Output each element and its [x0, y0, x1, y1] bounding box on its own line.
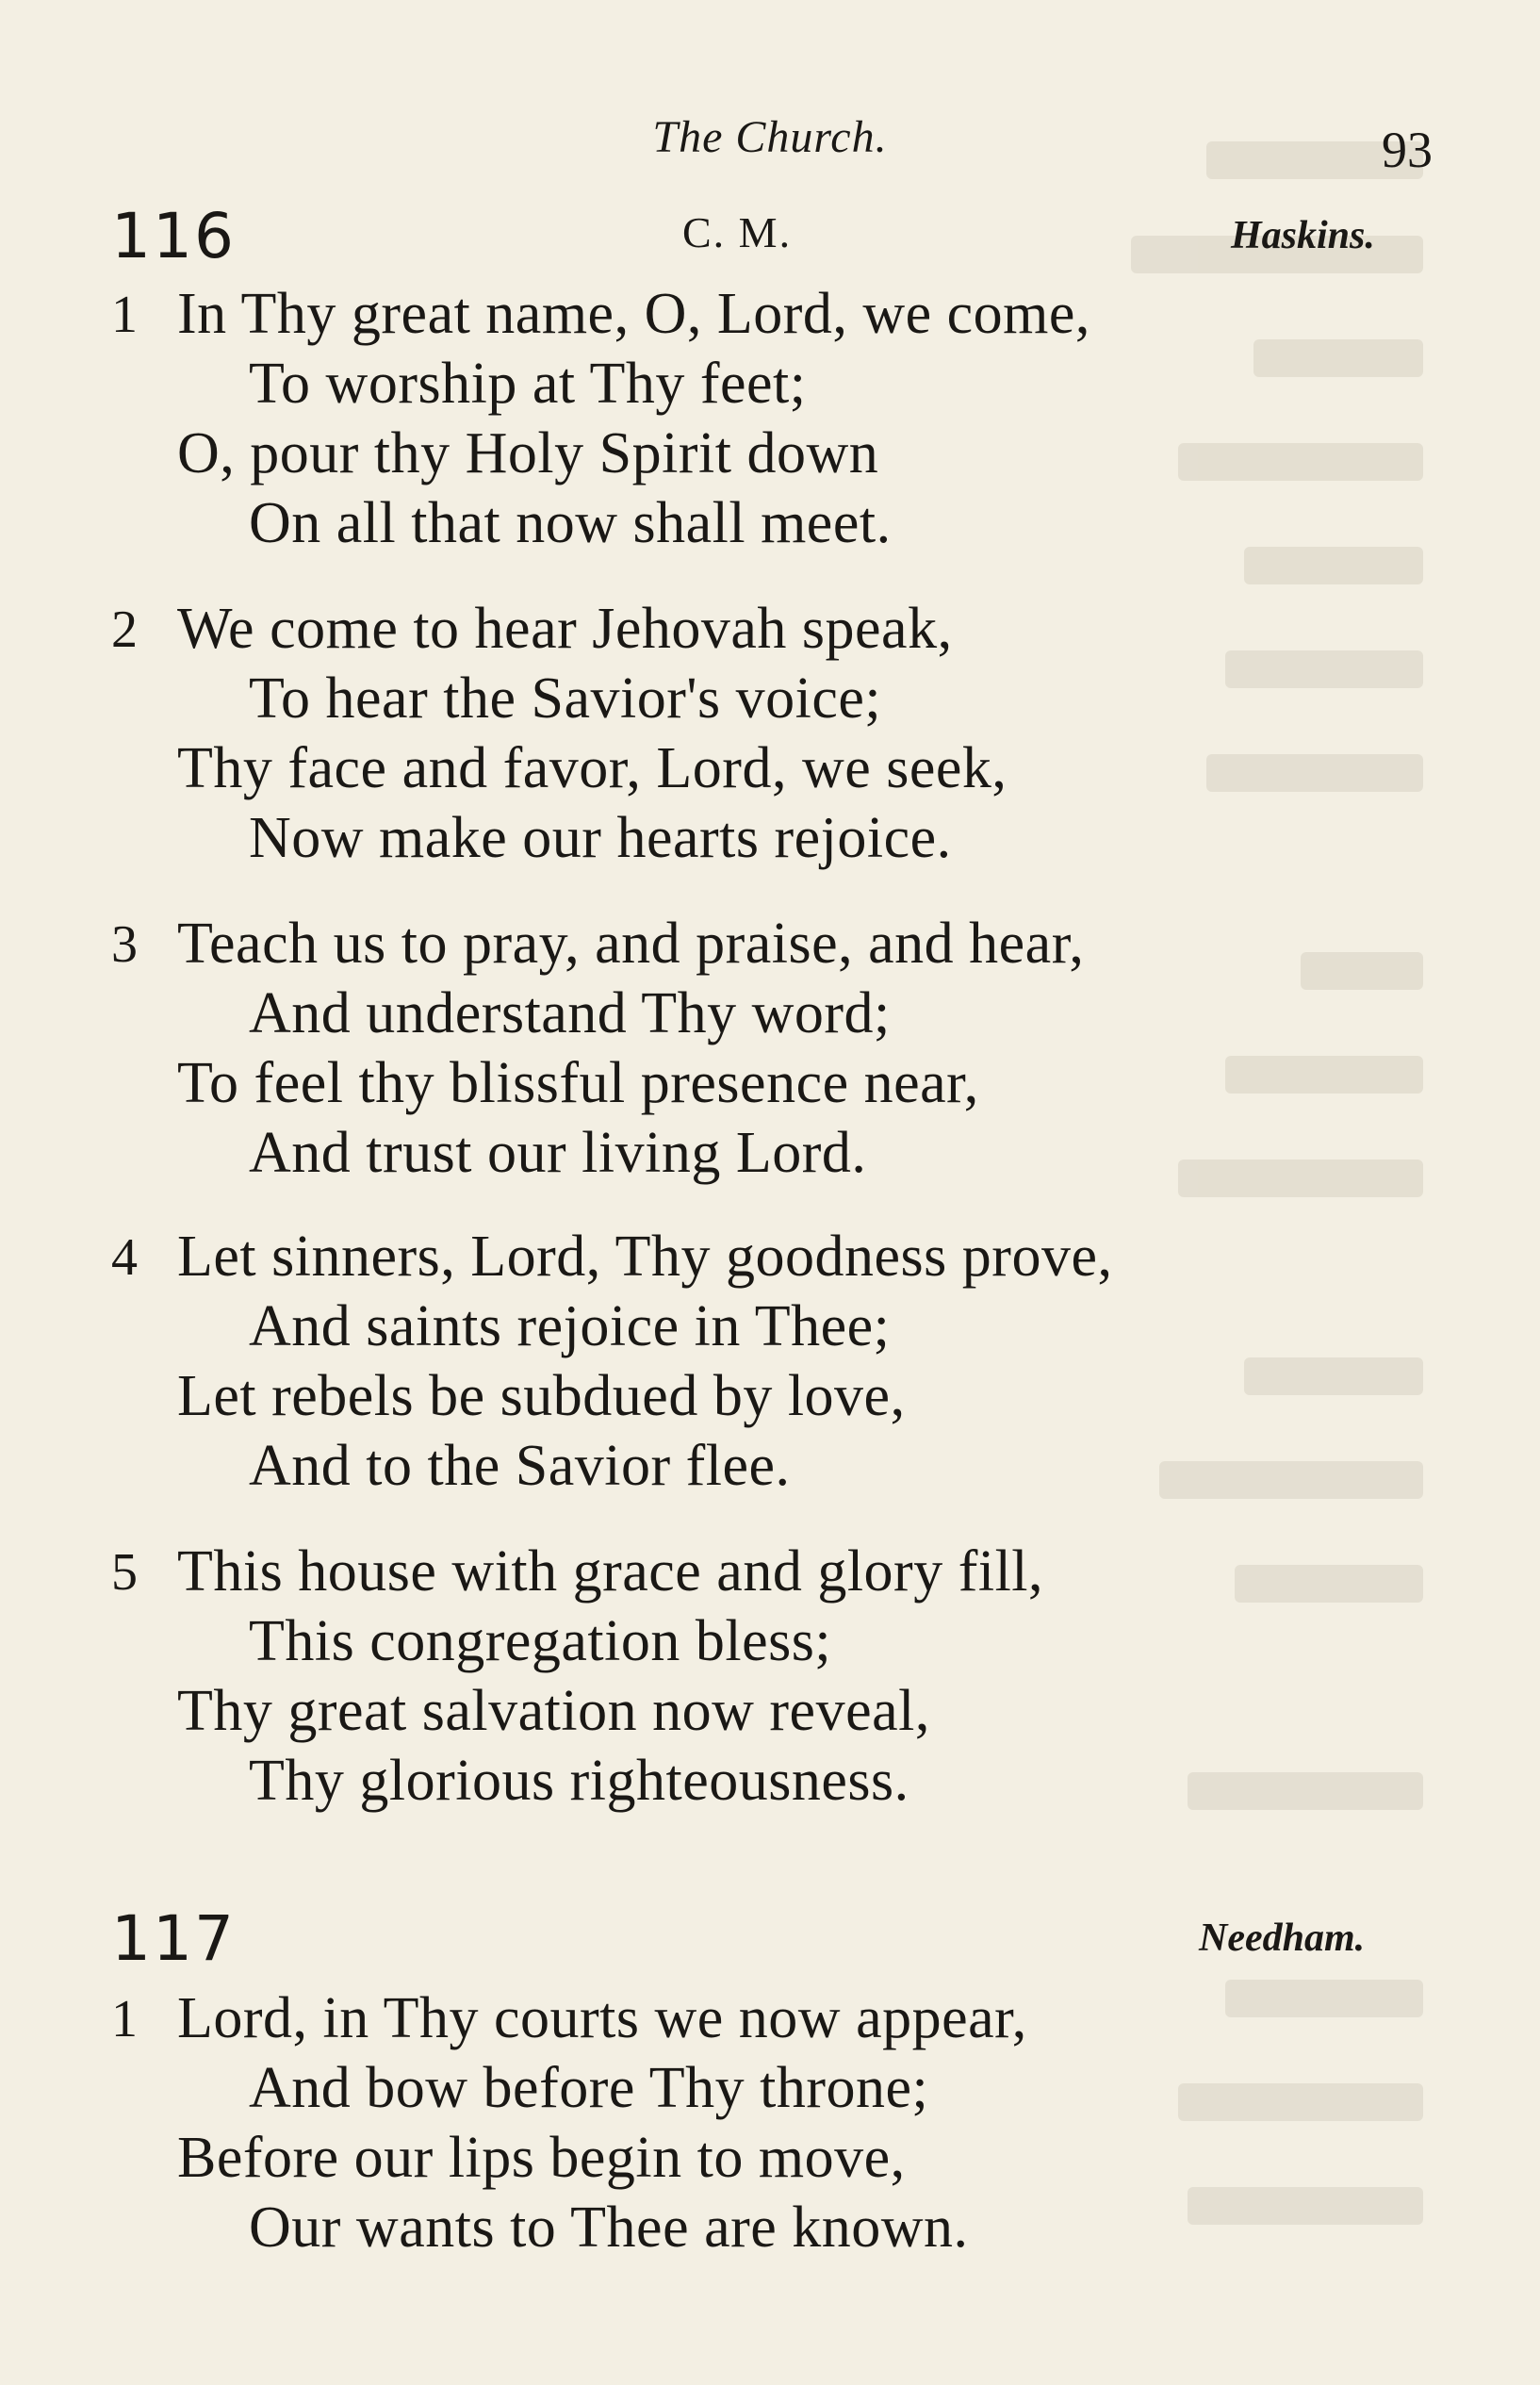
stanza-line: Thy glorious righteousness. [249, 1749, 909, 1813]
stanza-line: Let rebels be subdued by love, [177, 1364, 906, 1428]
stanza-line: Lord, in Thy courts we now appear, [177, 1986, 1027, 2050]
stanza-line: This house with grace and glory fill, [177, 1539, 1044, 1604]
stanza-line: On all that now shall meet. [249, 491, 892, 555]
stanza-number: 5 [111, 1543, 138, 1602]
stanza-number: 2 [111, 600, 138, 659]
stanza-line: This congregation bless; [249, 1609, 832, 1673]
hymn-meter: C. M. [682, 208, 793, 256]
hymn-composer: Needham. [1199, 1916, 1366, 1960]
stanza-line: Our wants to Thee are known. [249, 2196, 969, 2260]
stanza-line: We come to hear Jehovah speak, [177, 597, 953, 661]
stanza-line: Now make our hearts rejoice. [249, 806, 952, 870]
stanza-line: In Thy great name, O, Lord, we come, [177, 282, 1090, 346]
stanza-number: 1 [111, 1990, 138, 2048]
page-number: 93 [1382, 122, 1433, 178]
stanza-number: 1 [111, 286, 138, 344]
stanza-line: To hear the Savior's voice; [249, 666, 882, 731]
stanza-number: 3 [111, 915, 138, 974]
stanza-line: And trust our living Lord. [249, 1121, 867, 1185]
running-title: The Church. [652, 112, 888, 162]
stanza-line: And to the Savior flee. [249, 1434, 791, 1498]
stanza-line: To worship at Thy feet; [249, 352, 807, 416]
stanza-line: Thy face and favor, Lord, we seek, [177, 736, 1008, 800]
hymn-composer: Haskins. [1231, 214, 1375, 257]
stanza-line: To feel thy blissful presence near, [177, 1051, 979, 1115]
stanza-number: 4 [111, 1228, 138, 1287]
stanza-line: Let sinners, Lord, Thy goodness prove, [177, 1225, 1113, 1289]
stanza-line: And understand Thy word; [249, 981, 891, 1045]
stanza-line: And bow before Thy throne; [249, 2056, 929, 2120]
stanza-line: Teach us to pray, and praise, and hear, [177, 912, 1085, 976]
stanza-line: Before our lips begin to move, [177, 2126, 906, 2190]
hymn-number: 117 [111, 1902, 236, 1975]
stanza-line: O, pour thy Holy Spirit down [177, 421, 879, 485]
stanza-line: Thy great salvation now reveal, [177, 1679, 930, 1743]
hymn-number: 116 [111, 200, 236, 272]
stanza-line: And saints rejoice in Thee; [249, 1294, 891, 1358]
